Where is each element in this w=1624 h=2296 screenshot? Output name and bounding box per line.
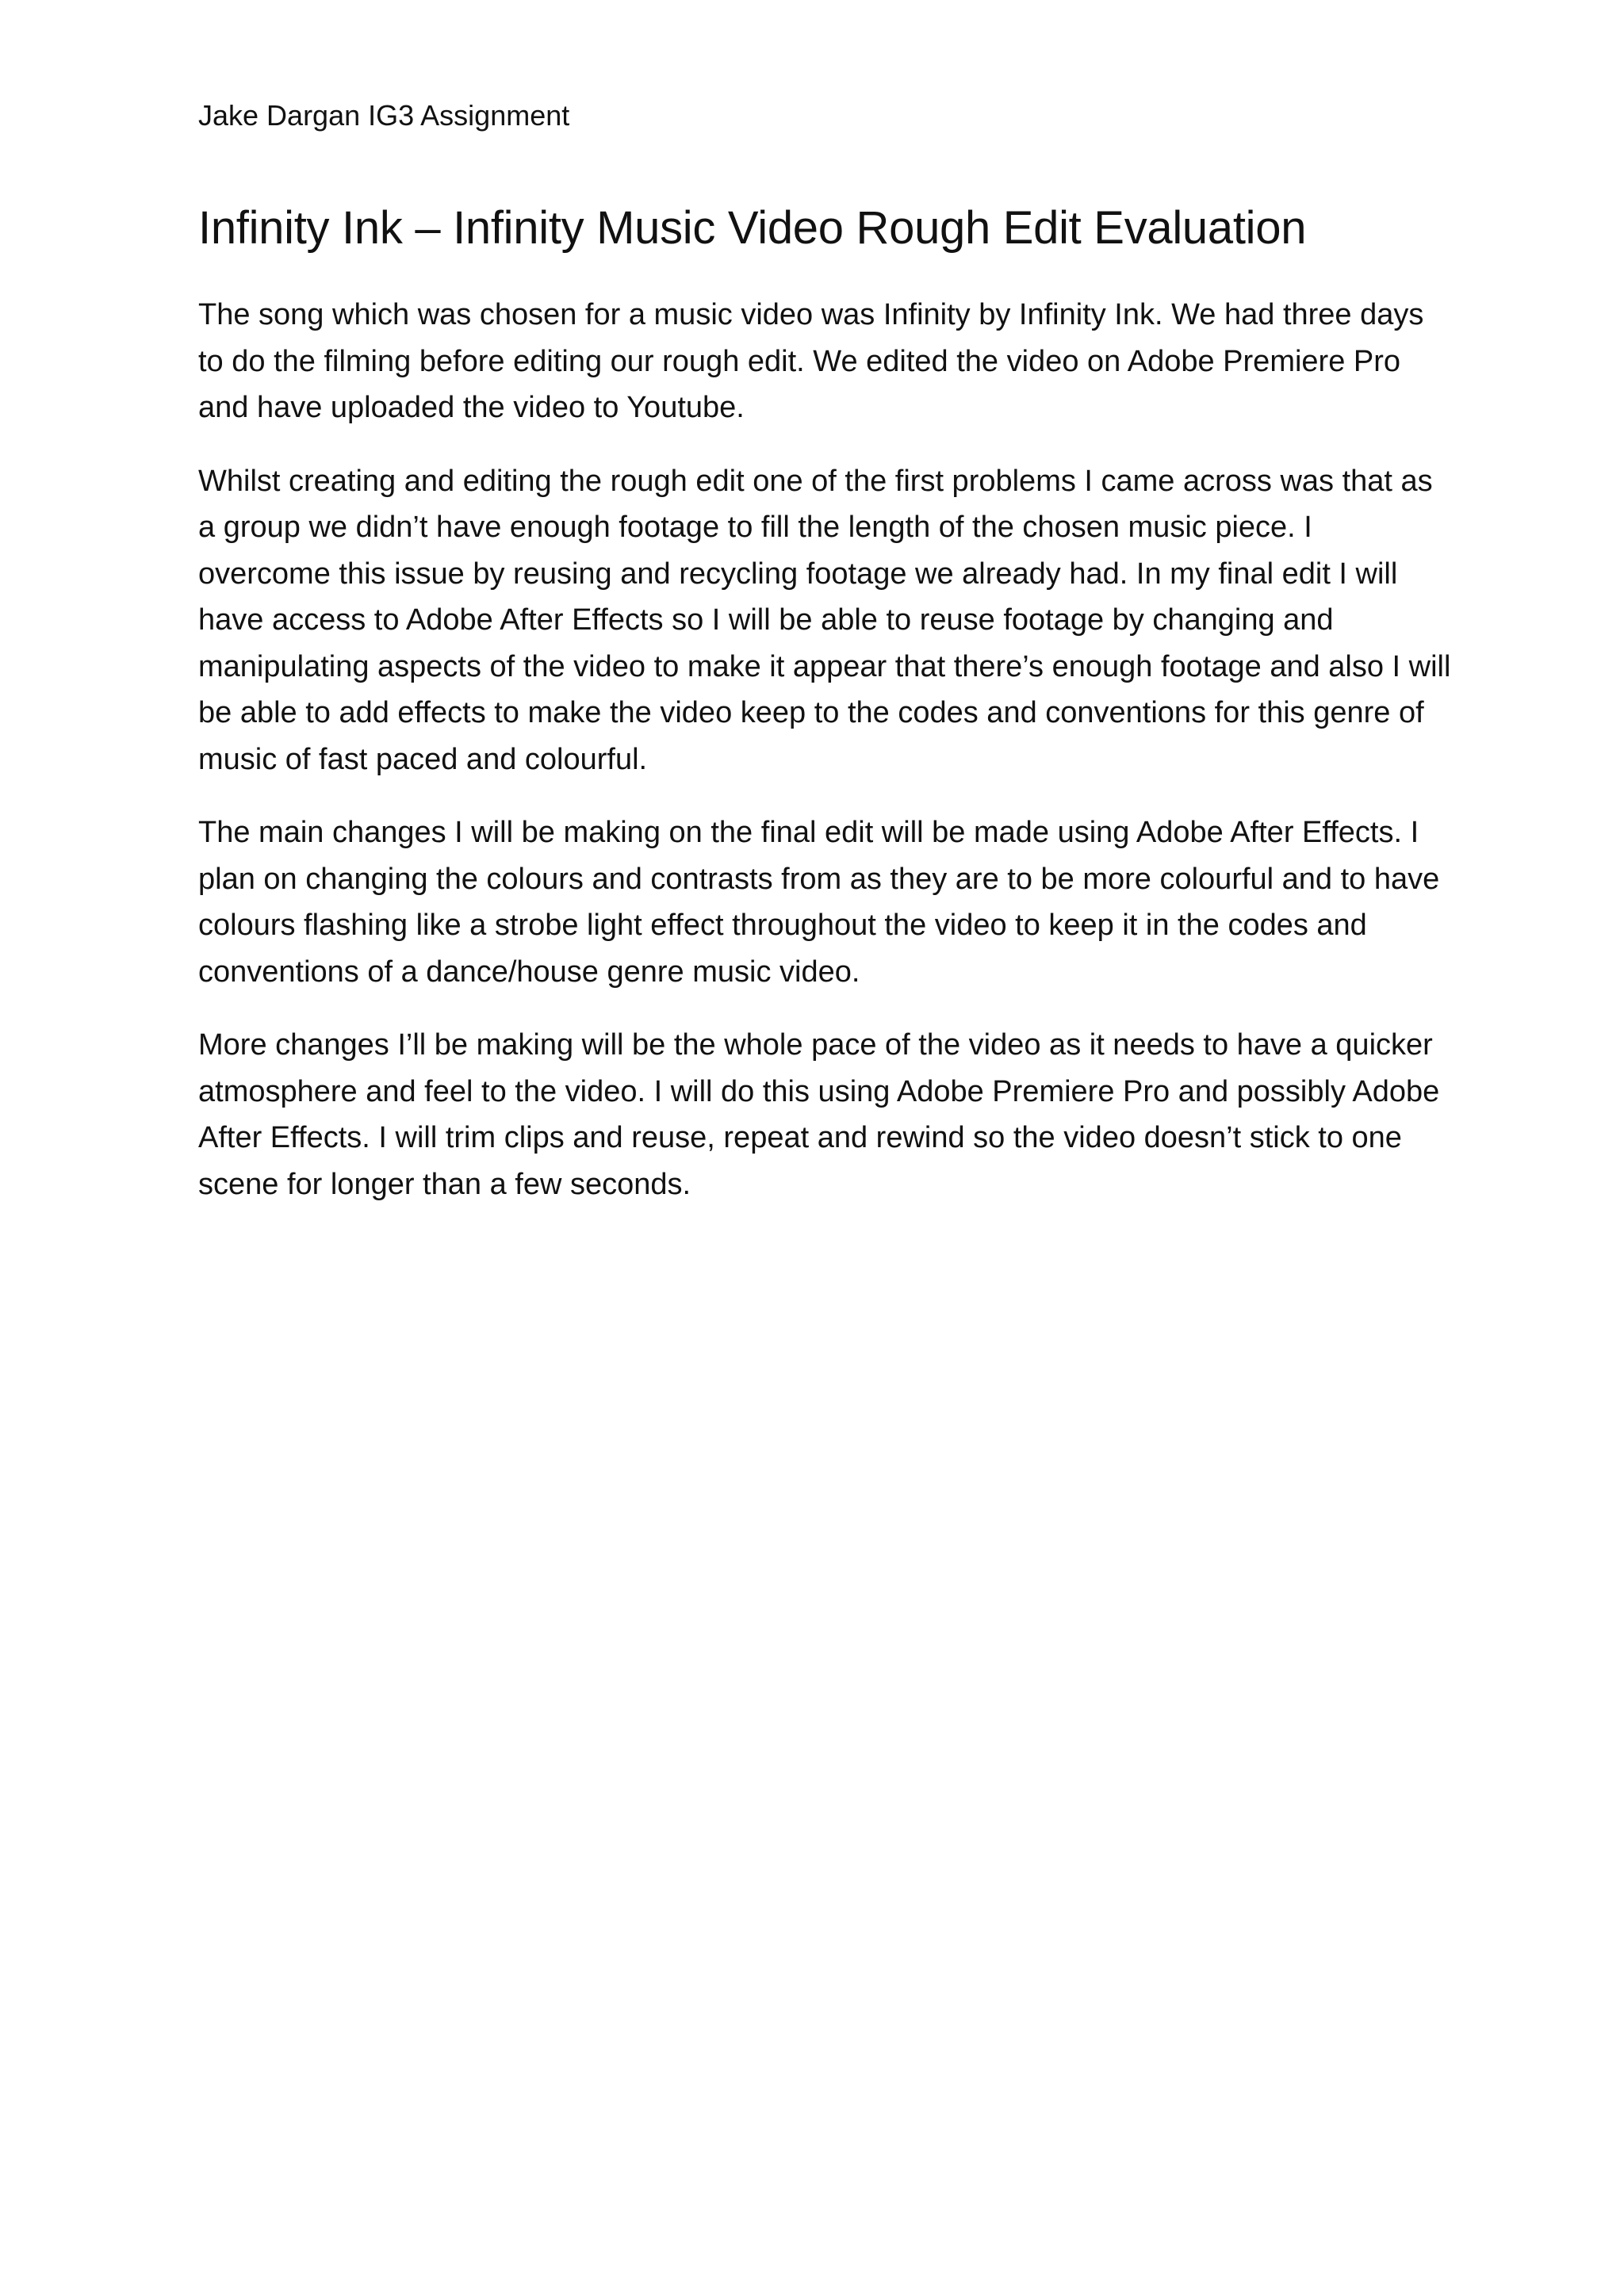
document-body [198,292,1451,1234]
document-title: Infinity Ink – Infinity Music Video Rough Edit Evaluation [198,202,1307,254]
page-header: Jake Dargan IG3 Assignment [198,99,570,132]
paragraph-main-changes: The main changes I will be making on the final edit will be made using Adobe After Effects. I plan on changing the colours and contrasts from as they are to be more colourful and to have colours flashing like a strobe light effect throughout the video to keep it in the codes and conventions of a dance/house genre music video. [198,816,1440,989]
paragraph-song-choice: The song which was chosen for a music video was Infinity by Infinity Ink. We had three days to do the filming before editing our rough edit. We edited the video on Adobe Premiere Pro and have uploaded the video to Youtube. [198,298,1424,424]
paragraph-footage-problem: Whilst creating and editing the rough edit one of the first problems I came across was that as a group we didn’t have enough footage to fill the length of the chosen music piece. I overcome this issue by reusing and recycling footage we already had. In my final edit I will have access to Adobe After Effects so I will be able to reuse footage by changing and manipulating aspects of the video to make it appear that there’s enough footage and also I will be able to add effects to make the video keep to the codes and conventions for this genre of music of fast paced and colourful. [198,464,1451,776]
paragraph-pace-changes: More changes I’ll be making will be the whole pace of the video as it needs to have a quicker atmosphere and feel to the video. I will do this using Adobe Premiere Pro and possibly Adobe After Effects. I will trim clips and reuse, repeat and rewind so the video doesn’t stick to one scene for longer than a few seconds. [198,1028,1440,1201]
